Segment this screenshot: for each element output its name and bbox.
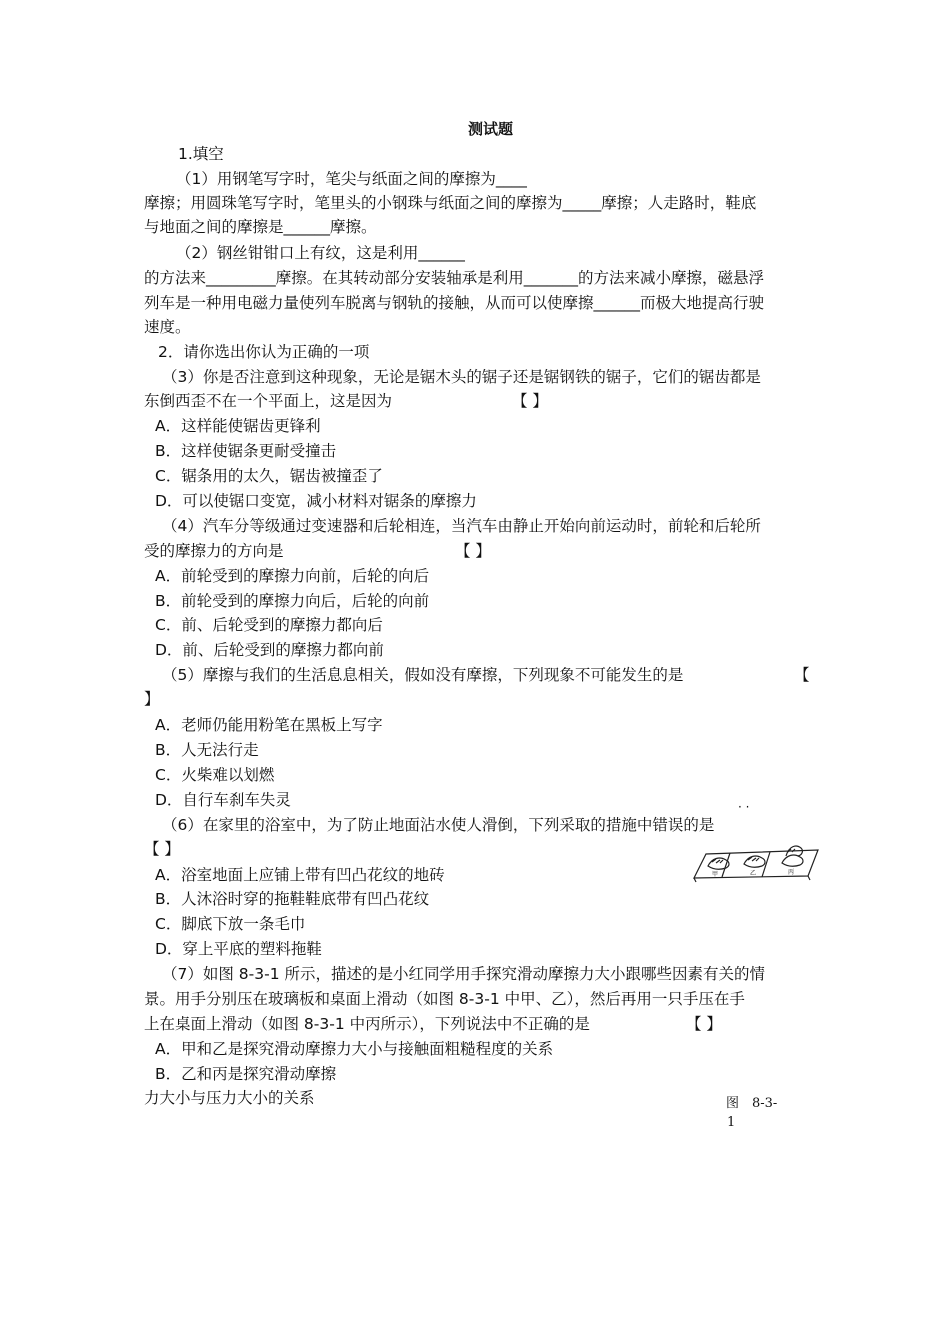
q3-stem-line1: （3）你是否注意到这种现象，无论是锯木头的锯子还是锯钢铁的锯子，它们的锯齿都是 [162, 368, 761, 386]
q6-stem-line1: （6）在家里的浴室中，为了防止地面沾水使人滑倒，下列采取的措施中错误的是 [162, 816, 715, 834]
q4-option-a: A．前轮受到的摩擦力向前，后轮的向后 [155, 567, 430, 585]
q1-part2-line4: 速度。 [144, 318, 191, 336]
q4-stem-line1: （4）汽车分等级通过变速器和后轮相连，当汽车由静止开始向前运动时，前轮和后轮所 [162, 517, 761, 535]
q3-option-d: D．可以使锯口变宽，减小材料对锯条的摩擦力 [155, 492, 477, 510]
q1-heading: 1.填空 [178, 145, 224, 163]
q7-stem-line3: 上在桌面上滑动（如图 8-3-1 中丙所示），下列说法中不正确的是 [144, 1015, 590, 1033]
figure-label-jia: 甲 [712, 871, 719, 878]
figure-caption-line2: 1 [727, 1115, 736, 1130]
q3-stem-line2: 东倒西歪不在一个平面上，这是因为 [144, 392, 393, 410]
q2-heading: 2．请你选出你认为正确的一项 [158, 343, 370, 361]
q7-option-b: B．乙和丙是探究滑动摩擦 [155, 1065, 337, 1083]
q5-bracket-open: 【 [794, 666, 810, 684]
q5-bracket-close: 】 [144, 690, 160, 708]
hand-bing [782, 855, 803, 866]
q5-option-a: A．老师仍能用粉笔在黑板上写字 [155, 716, 383, 734]
q6-option-b: B．人沐浴时穿的拖鞋鞋底带有凹凸花纹 [155, 890, 430, 908]
figure-label-bing: 丙 [788, 869, 795, 876]
q5-option-c: C．火柴难以划燃 [155, 766, 275, 784]
q7-stem-line2: 景。用手分别压在玻璃板和桌面上滑动（如图 8-3-1 中甲、乙），然后再用一只手压在手 [144, 990, 745, 1008]
q3-option-b: B．这样使锯条更耐受撞击 [155, 442, 337, 460]
figure-caption-line1: 图 8-3- [726, 1096, 778, 1111]
q6-option-d: D．穿上平底的塑料拖鞋 [155, 940, 322, 958]
q1-part1-line1: （1）用钢笔写字时，笔尖与纸面之间的摩擦为____ [176, 170, 527, 188]
q7-stem-line1: （7）如图 8-3-1 所示，描述的是小红同学用手探究滑动摩擦力大小跟哪些因素有关的情 [162, 965, 765, 983]
q4-answer-bracket: 【 】 [455, 542, 491, 560]
page-title: 测试题 [468, 120, 514, 138]
figure-label-yi: 乙 [750, 870, 757, 877]
q5-stem-line1: （5）摩擦与我们的生活息息相关，假如没有摩擦，下列现象不可能发生的是 [162, 666, 684, 684]
q1-part2-line1: （2）钢丝钳钳口上有纹，这是利用______ [176, 244, 465, 262]
q4-option-b: B．前轮受到的摩擦力向后，后轮的向前 [155, 592, 430, 610]
q6-emphasis-dots: · · [738, 800, 750, 814]
q3-option-a: A．这样能使锯齿更锋利 [155, 417, 321, 435]
q1-part2-line2: 的方法来_________摩擦。在其转动部分安装轴承是利用_______的方法来减小摩擦，磁悬浮 [144, 269, 765, 287]
q7-answer-bracket: 【 】 [686, 1015, 722, 1033]
q7-option-b-continued: 力大小与压力大小的关系 [144, 1089, 315, 1107]
q5-option-b: B．人无法行走 [155, 741, 259, 759]
q1-part1-line2: 摩擦；用圆珠笔写字时，笔里头的小钢珠与纸面之间的摩擦为_____摩擦；人走路时，鞋底 [144, 194, 757, 212]
q7-option-a: A．甲和乙是探究滑动摩擦力大小与接触面粗糙程度的关系 [155, 1040, 554, 1058]
figure-8-3-1 [690, 832, 822, 884]
q6-answer-bracket: 【 】 [144, 840, 180, 858]
q1-part1-line3: 与地面之间的摩擦是______摩擦。 [144, 218, 377, 236]
q4-option-d: D．前、后轮受到的摩擦力都向前 [155, 641, 384, 659]
q5-option-d: D．自行车刹车失灵 [155, 791, 291, 809]
q4-stem-line2: 受的摩擦力的方向是 [144, 542, 284, 560]
q3-answer-bracket: 【 】 [512, 392, 548, 410]
q4-option-c: C．前、后轮受到的摩擦力都向后 [155, 616, 383, 634]
q3-option-c: C．锯条用的太久，锯齿被撞歪了 [155, 467, 383, 485]
q6-option-a: A．浴室地面上应铺上带有凹凸花纹的地砖 [155, 866, 445, 884]
q1-part2-line3: 列车是一种用电磁力量使列车脱离与钢轨的接触，从而可以使摩擦______而极大地提高行驶 [144, 294, 765, 312]
hand-yi [744, 856, 765, 867]
q6-option-c: C．脚底下放一条毛巾 [155, 915, 306, 933]
